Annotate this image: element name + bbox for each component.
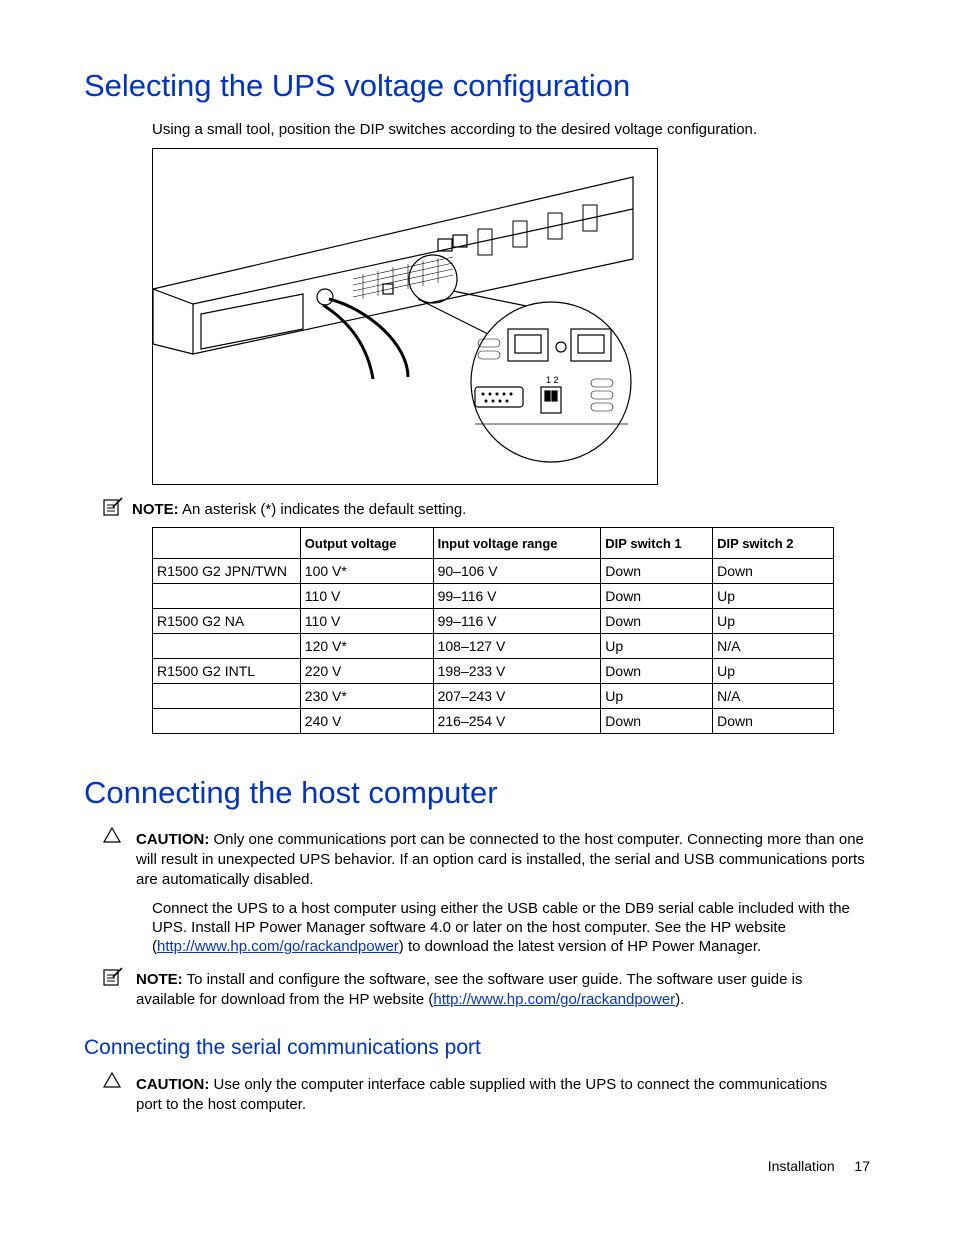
- connect-text-end: ) to download the latest version of HP Power Manager.: [398, 938, 762, 955]
- table-row: [153, 709, 834, 734]
- table-row: [153, 659, 834, 684]
- section-title-host-computer: Connecting the host computer: [84, 775, 498, 810]
- note-text: An asterisk (*) indicates the default setting.: [182, 501, 467, 518]
- cell: Up: [713, 609, 834, 634]
- voltage-config-table: [152, 527, 834, 734]
- note-label: NOTE:: [136, 971, 183, 988]
- dip-switch-label: 1 2: [546, 375, 559, 385]
- header-dip-switch-2: DIP switch 2: [713, 528, 834, 559]
- caution-label: CAUTION:: [136, 1076, 210, 1093]
- hp-website-link[interactable]: http://www.hp.com/go/rackandpower: [157, 938, 399, 955]
- footer-section: Installation: [767, 1158, 835, 1174]
- note-text-end: ).: [675, 991, 685, 1008]
- cell: 207–243 V: [433, 684, 601, 709]
- cell: Down: [601, 709, 713, 734]
- header-dip-switch-1: DIP switch 1: [601, 528, 713, 559]
- cell: 220 V: [300, 659, 433, 684]
- note-icon: [103, 497, 123, 517]
- cell: [153, 709, 301, 734]
- table-row: [153, 634, 834, 659]
- note-label: NOTE:: [132, 501, 179, 518]
- ups-illustration: [153, 149, 657, 484]
- header-input-range: Input voltage range: [433, 528, 601, 559]
- cell: Up: [713, 584, 834, 609]
- cell: 99–116 V: [433, 584, 601, 609]
- table-row: [153, 684, 834, 709]
- cell: Down: [601, 609, 713, 634]
- page-title: Selecting the UPS voltage configuration: [84, 68, 631, 103]
- cell: Up: [601, 684, 713, 709]
- connect-instructions: [152, 899, 867, 956]
- caution-text: Only one communications port can be connected to the host computer. Connecting more than one will result in unexpected UPS behavior. If an option card is installed, the serial and USB communications ports are automatically disabled.: [136, 831, 865, 888]
- note-software-guide: [136, 970, 856, 1010]
- note-default-setting: [132, 500, 832, 520]
- cell: Down: [601, 559, 713, 584]
- cell: 120 V*: [300, 634, 433, 659]
- hp-website-link[interactable]: http://www.hp.com/go/rackandpower: [433, 991, 676, 1008]
- caution-interface-cable: [136, 1075, 856, 1115]
- caution-one-port: [136, 830, 876, 890]
- cell: 99–116 V: [433, 609, 601, 634]
- cell: 108–127 V: [433, 634, 601, 659]
- intro-text: Using a small tool, position the DIP switches according to the desired voltage configuration.: [152, 121, 758, 138]
- cell: Down: [713, 559, 834, 584]
- cell: N/A: [713, 634, 834, 659]
- cell: R1500 G2 INTL: [153, 659, 301, 684]
- cell: [153, 584, 301, 609]
- table-header-row: [153, 528, 834, 559]
- cell: N/A: [713, 684, 834, 709]
- table-row: [153, 584, 834, 609]
- cell: 90–106 V: [433, 559, 601, 584]
- note-icon: [103, 967, 123, 987]
- table-row: [153, 559, 834, 584]
- header-output-voltage: Output voltage: [300, 528, 433, 559]
- cell: 240 V: [300, 709, 433, 734]
- ups-rear-panel-figure: [152, 148, 658, 485]
- cell: 230 V*: [300, 684, 433, 709]
- page-number: 17: [854, 1158, 870, 1174]
- cell: R1500 G2 JPN/TWN: [153, 559, 301, 584]
- cell: 198–233 V: [433, 659, 601, 684]
- cell: Up: [601, 634, 713, 659]
- caution-icon: [103, 827, 121, 843]
- caution-label: CAUTION:: [136, 831, 210, 848]
- cell: 100 V*: [300, 559, 433, 584]
- page-footer: [768, 1158, 870, 1174]
- header-model: [153, 528, 301, 559]
- connect-text-start: Connect the UPS to a host computer using either the USB cable or the DB9 serial cable included with the UPS. Install HP Power Manager software 4.0 or later on the host computer. See the HP website (: [152, 900, 850, 955]
- cell: 110 V: [300, 584, 433, 609]
- cell: 110 V: [300, 609, 433, 634]
- cell: [153, 634, 301, 659]
- subsection-title-serial-port: Connecting the serial communications port: [84, 1036, 481, 1059]
- cell: 216–254 V: [433, 709, 601, 734]
- caution-icon: [103, 1072, 121, 1088]
- cell: Down: [713, 709, 834, 734]
- cell: R1500 G2 NA: [153, 609, 301, 634]
- cell: Up: [713, 659, 834, 684]
- cell: Down: [601, 584, 713, 609]
- table-row: [153, 609, 834, 634]
- cell: [153, 684, 301, 709]
- note-text-start: To install and configure the software, see the software user guide. The software user guide is available for download from the HP website (: [136, 971, 803, 1008]
- cell: Down: [601, 659, 713, 684]
- caution-text: Use only the computer interface cable supplied with the UPS to connect the communications port to the host computer.: [136, 1076, 828, 1113]
